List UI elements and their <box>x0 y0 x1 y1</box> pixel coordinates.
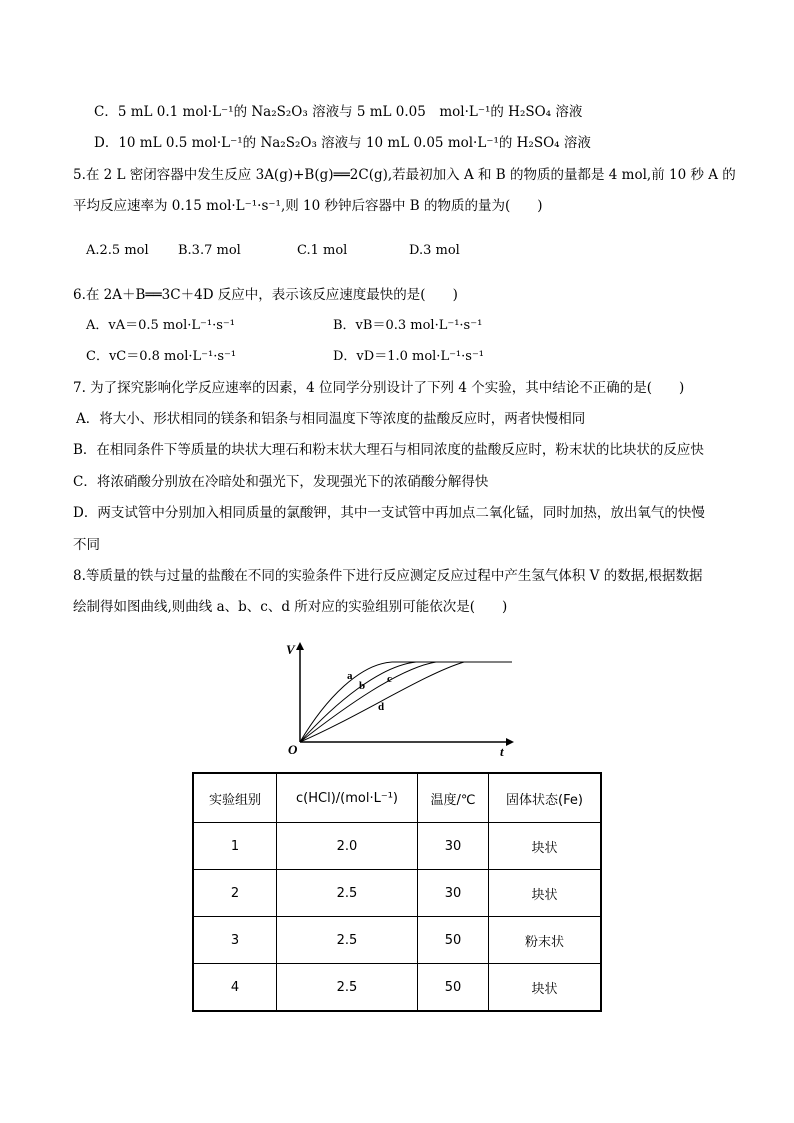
question-5-line-2: 平均反应速率为 0.15 mol·L⁻¹·s⁻¹,则 10 秒钟后容器中 B 的物质的量为( ) <box>73 198 543 214</box>
table-row <box>193 870 601 917</box>
header-solid-state: 固体状态(Fe) <box>489 773 602 823</box>
curve-d-label: d <box>378 701 385 713</box>
header-temperature: 温度/℃ <box>418 773 489 823</box>
y-axis-label: V <box>286 642 295 657</box>
cell-temperature: 30 <box>418 870 489 917</box>
header-group: 实验组别 <box>193 773 277 823</box>
q7-option-a: A．将大小、形状相同的镁条和铝条与相同温度下等浓度的盐酸反应时，两者快慢相同 <box>76 411 586 427</box>
cell-concentration: 2.5 <box>277 870 418 917</box>
question-6: 6.在 2A＋B══3C＋4D 反应中，表示该反应速度最快的是( ) <box>73 287 458 303</box>
q7-option-b: B．在相同条件下等质量的块状大理石和粉末状大理石与相同浓度的盐酸反应时，粉末状的比块状的反应快 <box>73 442 704 458</box>
q6-option-a: A．vA＝0.5 mol·L⁻¹·s⁻¹ <box>86 318 235 333</box>
option-c-text: C．5 mL 0.1 mol·L⁻¹的 Na₂S₂O₃ 溶液与 5 mL 0.05 mol·L⁻¹的 H₂SO₄ 溶液 <box>94 104 583 120</box>
q6-option-c: C．vC＝0.8 mol·L⁻¹·s⁻¹ <box>86 349 237 364</box>
v-axis-arrow <box>296 642 304 650</box>
volume-time-graph <box>284 636 524 760</box>
t-axis-arrow <box>506 738 514 746</box>
cell-concentration: 2.5 <box>277 917 418 964</box>
curve-b-label: b <box>359 680 366 692</box>
cell-group: 1 <box>193 823 277 870</box>
curve-b <box>300 662 416 742</box>
q6-option-d: D．vD＝1.0 mol·L⁻¹·s⁻¹ <box>333 349 485 364</box>
experiment-table <box>192 772 602 1012</box>
q7-option-d-line-1: D．两支试管中分别加入相同质量的氯酸钾，其中一支试管中再加点二氧化锰，同时加热，放出氧气的快慢 <box>73 505 705 521</box>
table-header-row <box>193 773 601 823</box>
cell-group: 3 <box>193 917 277 964</box>
curve-c <box>300 662 436 742</box>
cell-temperature: 50 <box>418 917 489 964</box>
option-d-text: D．10 mL 0.5 mol·L⁻¹的 Na₂S₂O₃ 溶液与 10 mL 0.05 mol·L⁻¹的 H₂SO₄ 溶液 <box>94 135 591 151</box>
cell-group: 4 <box>193 964 277 1012</box>
q5-option-a: A.2.5 mol <box>86 243 149 258</box>
cell-solid-state: 粉末状 <box>489 917 602 964</box>
cell-solid-state: 块状 <box>489 964 602 1012</box>
curve-a-label: a <box>347 670 353 682</box>
origin-label: O <box>288 742 298 757</box>
question-7: 7. 为了探究影响化学反应速率的因素，4 位同学分别设计了下列 4 个实验，其中结论不正确的是( ) <box>73 380 685 396</box>
q7-option-d-line-2: 不同 <box>73 537 100 553</box>
question-8-line-2: 绘制得如图曲线,则曲线 a、b、c、d 所对应的实验组别可能依次是( ) <box>73 599 508 615</box>
cell-concentration: 2.0 <box>277 823 418 870</box>
x-axis-label: t <box>500 744 504 759</box>
curve-c-label: c <box>387 673 392 685</box>
question-8-line-1: 8.等质量的铁与过量的盐酸在不同的实验条件下进行反应测定反应过程中产生氢气体积 V 的数据,根据数据 <box>73 568 703 584</box>
q5-option-c: C.1 mol <box>297 243 348 258</box>
q5-option-b: B.3.7 mol <box>178 243 241 258</box>
cell-solid-state: 块状 <box>489 823 602 870</box>
q7-option-c: C．将浓硝酸分别放在冷暗处和强光下，发现强光下的浓硝酸分解得快 <box>73 474 489 490</box>
table-row <box>193 917 601 964</box>
q5-option-d: D.3 mol <box>409 243 460 258</box>
cell-group: 2 <box>193 870 277 917</box>
header-concentration: c(HCl)/(mol·L⁻¹) <box>277 773 418 823</box>
question-5-line-1: 5.在 2 L 密闭容器中发生反应 3A(g)+B(g)══2C(g),若最初加入 A 和 B 的物质的量都是 4 mol,前 10 秒 A 的 <box>73 167 736 183</box>
cell-temperature: 50 <box>418 964 489 1012</box>
cell-solid-state: 块状 <box>489 870 602 917</box>
cell-temperature: 30 <box>418 823 489 870</box>
q6-option-b: B．vB＝0.3 mol·L⁻¹·s⁻¹ <box>333 318 483 333</box>
table-row <box>193 823 601 870</box>
table-row <box>193 964 601 1012</box>
cell-concentration: 2.5 <box>277 964 418 1012</box>
